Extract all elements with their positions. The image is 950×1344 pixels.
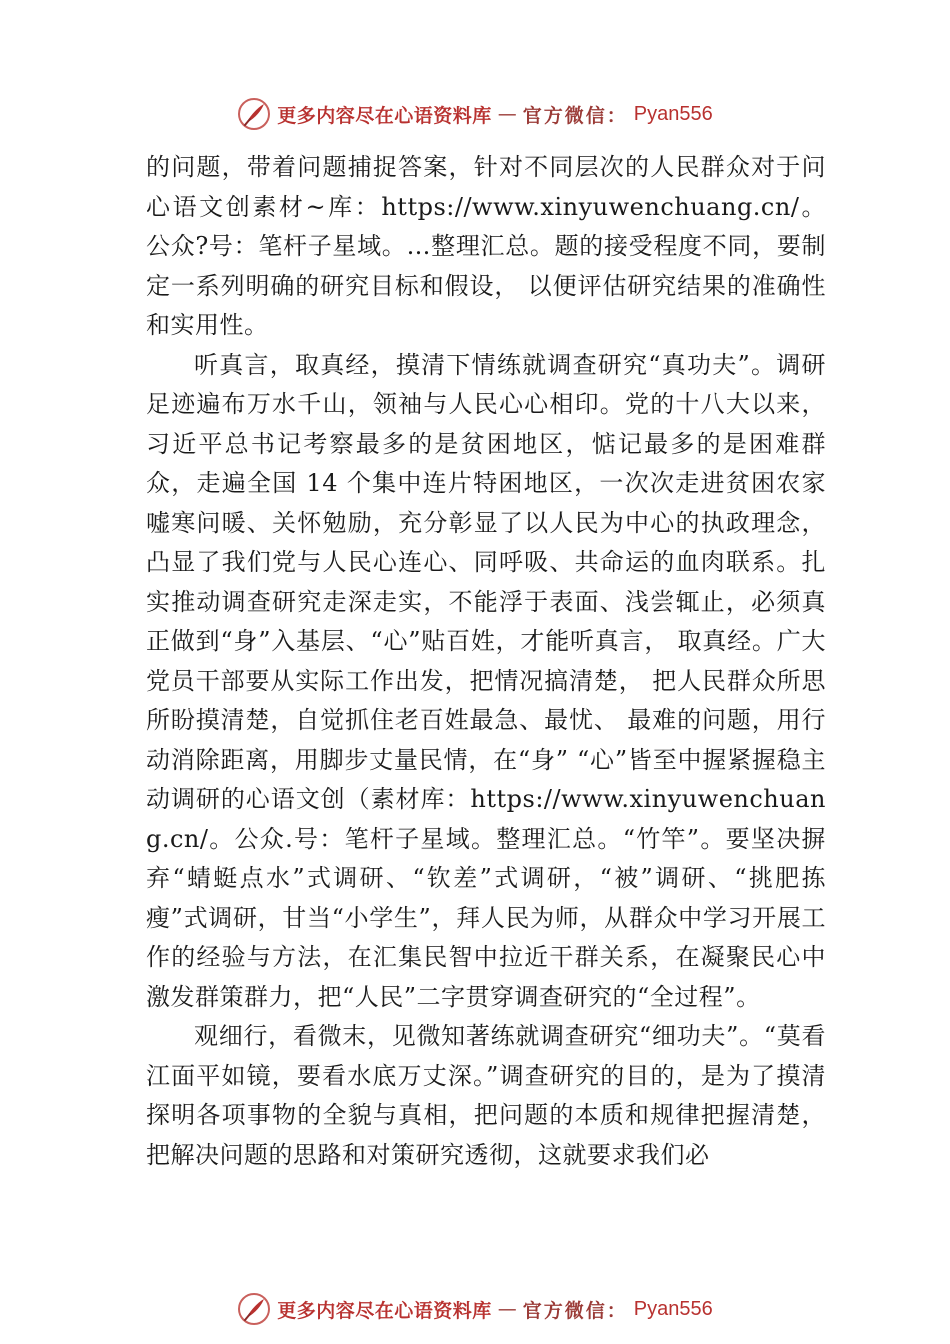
paragraph-2: 听真言，取真经，摸清下情练就调查研究“真功夫”。调研足迹遍布万水千山，领袖与人民心心相印。党的十八大以来，习近平总书记考察最多的是贫困地区，惦记最多的是困难群众，走遍全国 14 个集中连片特困地区，一次次走进贫困农家嘘寒问暖、关怀勉励，充分彰显了以人民为中心的执政理念，凸显了我们党与人民心连心、同呼吸、共命运的血肉联系。扎实推动调查研究走深走实，不能浮于表面、浅尝辄止，必须真正做到“身”入基层、“心”贴百姓，才能听真言， 取真经。广大党员干部要从实际工作出发，把情况搞清楚， 把人民群众所思所盼摸清楚，自觉抓住老百姓最急、最忧、 最难的问题，用行动消除距离，用脚步丈量民情，在“身” “心”皆至中握紧握稳主动调研的心语文创（素材库：https://www.xinyuwenchuang.cn/。公众.号：笔杆子星域。整理汇总。“竹竿”。要坚决摒弃“蜻蜓点水”式调研、“钦差”式调研，“被”调研、“挑肥拣瘦”式调研，甘当“小学生”，拜人民为师，从群众中学习开展工作的经验与方法，在汇集民智中拉近干群关系，在凝聚民心中激发群策群力，把“人民”二字贯穿调查研究的“全过程”。	[146, 350, 826, 1011]
header-watermark	[0, 94, 950, 134]
paragraph-3: 观细行，看微末，见微知著练就调查研究“细功夫”。“莫看江面平如镜，要看水底万丈深。”调查研究的目的，是为了摸清探明各项事物的全貌与真相，把问题的本质和规律把握清楚，把解决问题的思路和对策研究透彻，这就要求我们必	[146, 1022, 826, 1169]
watermark-dash: —	[497, 103, 517, 125]
document-body	[146, 148, 826, 1175]
watermark-brand: 更多内容尽在心语资料库	[277, 104, 492, 127]
watermark-brand: 更多内容尽在心语资料库	[277, 1299, 492, 1322]
watermark-label: 官方微信：	[522, 1299, 628, 1322]
footer-watermark	[0, 1289, 950, 1329]
watermark-wechat-id: Pyan556	[633, 102, 713, 125]
quill-pen-logo-icon	[237, 97, 271, 131]
watermark-dash: —	[497, 1298, 517, 1320]
watermark-wechat-id: Pyan556	[633, 1297, 713, 1320]
watermark-label: 官方微信：	[522, 104, 628, 127]
quill-pen-logo-icon	[237, 1292, 271, 1326]
paragraph-1: 的问题，带着问题捕捉答案，针对不同层次的人民群众对于问心语文创素材~库：https://www.xinyuwenchuang.cn/。公众?号：笔杆子星域。…整理汇总。题的接受程度不同，要制定一系列明确的研究目标和假设， 以便评估研究结果的准确性和实用性。	[146, 153, 826, 339]
